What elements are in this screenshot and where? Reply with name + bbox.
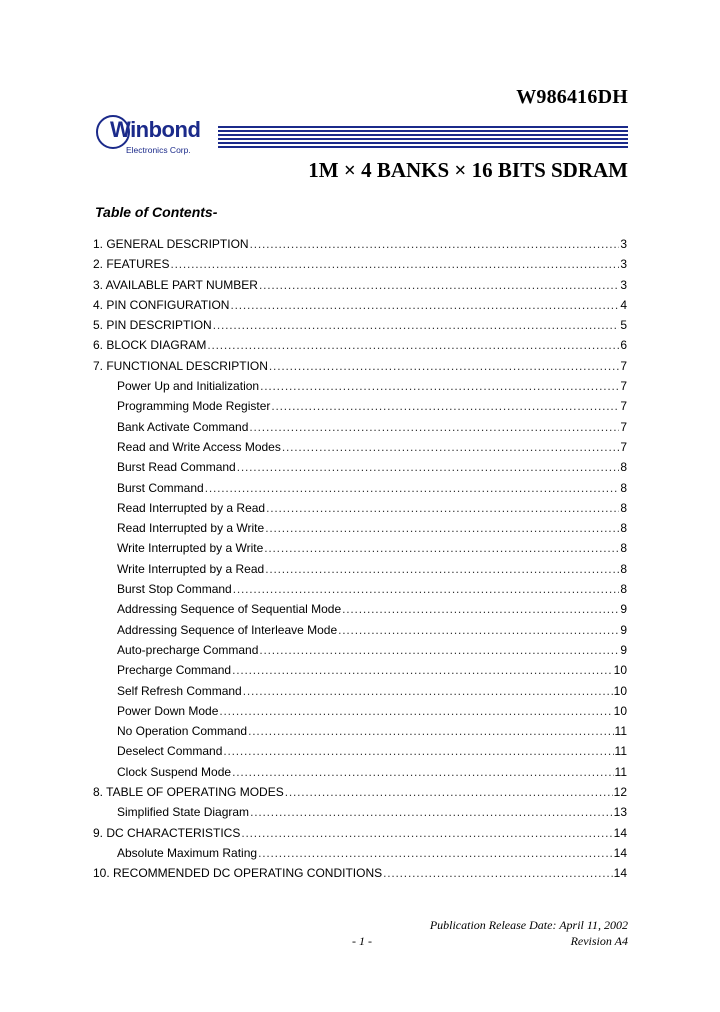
toc-dot-leader: [271, 396, 619, 416]
toc-entry[interactable]: [93, 681, 627, 701]
toc-entry-title: Burst Read Command: [117, 460, 236, 475]
toc-entry[interactable]: [93, 599, 627, 619]
toc-entry[interactable]: [93, 356, 627, 376]
toc-entry-title: Burst Stop Command: [117, 582, 232, 597]
toc-dot-leader: [260, 376, 619, 396]
toc-entry-title: Simplified State Diagram: [117, 805, 250, 820]
toc-entry[interactable]: [93, 823, 627, 843]
toc-dot-leader: [259, 275, 619, 295]
toc-entry-page: 8: [620, 500, 627, 515]
toc-dot-leader: [264, 538, 619, 558]
toc-entry[interactable]: [93, 863, 627, 883]
toc-entry-page: 12: [613, 785, 627, 800]
toc-entry-page: 13: [613, 805, 627, 820]
logo-subtitle: Electronics Corp.: [126, 145, 191, 155]
toc-dot-leader: [232, 660, 613, 680]
toc-entry-page: 7: [620, 419, 627, 434]
toc-entry-page: 3: [620, 257, 627, 272]
table-of-contents: [93, 234, 627, 884]
toc-entry[interactable]: [93, 843, 627, 863]
publication-release-date: Publication Release Date: April 11, 2002: [429, 918, 628, 932]
toc-dot-leader: [266, 498, 619, 518]
toc-dot-leader: [250, 802, 613, 822]
logo-name: Winbond: [110, 117, 201, 142]
toc-dot-leader: [237, 457, 620, 477]
toc-dot-leader: [383, 863, 613, 883]
toc-entry[interactable]: [93, 295, 627, 315]
toc-entry-page: 8: [620, 521, 627, 536]
toc-dot-leader: [248, 721, 613, 741]
toc-entry-title: Write Interrupted by a Write: [117, 541, 264, 556]
toc-entry-page: 11: [614, 764, 627, 779]
toc-entry[interactable]: [93, 335, 627, 355]
toc-dot-leader: [230, 295, 619, 315]
toc-entry-title: Read Interrupted by a Write: [117, 521, 265, 536]
page-number: - 1 -: [352, 934, 372, 948]
toc-dot-leader: [265, 518, 619, 538]
toc-dot-leader: [232, 762, 613, 782]
toc-entry-page: 3: [620, 237, 627, 251]
toc-entry[interactable]: [93, 782, 627, 802]
toc-entry-title: Write Interrupted by a Read: [117, 561, 265, 576]
toc-entry[interactable]: [93, 660, 627, 680]
toc-entry[interactable]: [93, 234, 627, 254]
toc-entry-title: 10. RECOMMENDED DC OPERATING CONDITIONS: [93, 866, 383, 881]
toc-dot-leader: [249, 417, 619, 437]
toc-entry-title: 9. DC CHARACTERISTICS: [93, 825, 241, 840]
toc-entry-title: 5. PIN DESCRIPTION: [93, 318, 212, 333]
toc-entry-page: 5: [620, 318, 627, 333]
toc-entry-title: Auto-precharge Command: [117, 642, 259, 657]
toc-entry[interactable]: [93, 478, 627, 498]
toc-entry-title: Bank Activate Command: [117, 419, 249, 434]
toc-entry-page: 7: [620, 379, 627, 394]
toc-entry-title: Power Up and Initialization: [117, 379, 260, 394]
toc-dot-leader: [269, 356, 619, 376]
toc-dot-leader: [207, 335, 619, 355]
toc-entry[interactable]: [93, 538, 627, 558]
toc-entry[interactable]: [93, 498, 627, 518]
toc-dot-leader: [213, 315, 620, 335]
toc-entry-page: 14: [613, 866, 627, 881]
toc-entry-title: 3. AVAILABLE PART NUMBER: [93, 277, 258, 292]
toc-entry-page: 7: [620, 439, 627, 454]
toc-dot-leader: [338, 620, 619, 640]
toc-dot-leader: [259, 640, 619, 660]
toc-entry-title: Burst Command: [117, 480, 204, 495]
toc-entry[interactable]: [93, 741, 627, 761]
toc-entry[interactable]: [93, 376, 627, 396]
toc-entry[interactable]: [93, 315, 627, 335]
toc-entry-page: 8: [620, 582, 627, 597]
toc-entry-title: Programming Mode Register: [117, 399, 271, 414]
toc-entry-title: 2. FEATURES: [93, 257, 170, 272]
toc-entry-page: 4: [620, 297, 627, 312]
toc-entry-page: 7: [620, 399, 627, 414]
toc-dot-leader: [250, 234, 620, 254]
toc-entry[interactable]: [93, 721, 627, 741]
toc-entry-page: 8: [620, 480, 627, 495]
toc-entry-title: Addressing Sequence of Sequential Mode: [117, 602, 342, 617]
toc-entry[interactable]: [93, 620, 627, 640]
toc-entry-page: 14: [613, 825, 627, 840]
toc-entry[interactable]: [93, 579, 627, 599]
toc-entry-page: 9: [620, 642, 627, 657]
toc-dot-leader: [258, 843, 613, 863]
part-number: W986416DH: [516, 86, 628, 108]
toc-entry[interactable]: [93, 437, 627, 457]
toc-heading: Table of Contents-: [95, 204, 218, 220]
toc-entry[interactable]: [93, 640, 627, 660]
toc-dot-leader: [282, 437, 619, 457]
toc-entry-page: 11: [614, 744, 627, 759]
toc-entry-page: 3: [620, 277, 627, 292]
toc-dot-leader: [241, 823, 612, 843]
toc-entry-page: 8: [620, 561, 627, 576]
toc-dot-leader: [233, 579, 620, 599]
toc-entry-page: 14: [613, 845, 627, 860]
toc-dot-leader: [243, 681, 613, 701]
toc-entry-title: Read and Write Access Modes: [117, 439, 281, 454]
toc-entry-page: 10: [613, 703, 627, 718]
toc-entry-title: 4. PIN CONFIGURATION: [93, 297, 230, 312]
toc-entry-title: Precharge Command: [117, 663, 232, 678]
toc-entry-page: 10: [613, 663, 627, 678]
toc-entry[interactable]: [93, 802, 627, 822]
toc-entry-title: Deselect Command: [117, 744, 223, 759]
toc-entry-title: No Operation Command: [117, 724, 248, 739]
toc-entry-title: Self Refresh Command: [117, 683, 242, 698]
toc-dot-leader: [170, 254, 619, 274]
toc-entry[interactable]: [93, 254, 627, 274]
toc-entry-page: 11: [614, 724, 627, 739]
toc-dot-leader: [219, 701, 612, 721]
toc-entry[interactable]: [93, 457, 627, 477]
toc-entry[interactable]: [93, 559, 627, 579]
toc-entry[interactable]: [93, 518, 627, 538]
toc-entry-title: 1. GENERAL DESCRIPTION: [93, 237, 249, 251]
toc-entry[interactable]: [93, 396, 627, 416]
toc-entry-page: 8: [620, 460, 627, 475]
toc-entry-title: Absolute Maximum Rating: [117, 845, 258, 860]
toc-dot-leader: [205, 478, 620, 498]
toc-dot-leader: [342, 599, 619, 619]
toc-entry[interactable]: [93, 701, 627, 721]
toc-entry[interactable]: [93, 275, 627, 295]
toc-entry-title: 6. BLOCK DIAGRAM: [93, 338, 207, 353]
toc-entry-title: Power Down Mode: [117, 703, 219, 718]
toc-entry-page: 9: [620, 602, 627, 617]
toc-entry[interactable]: [93, 762, 627, 782]
header-stripes: [218, 126, 628, 150]
document-title: 1M × 4 BANKS × 16 BITS SDRAM: [308, 158, 628, 182]
winbond-logo: [96, 112, 216, 160]
revision: Revision A4: [570, 934, 628, 948]
toc-entry-page: 10: [613, 683, 627, 698]
toc-dot-leader: [223, 741, 613, 761]
toc-entry-page: 7: [620, 358, 627, 373]
toc-entry-title: Addressing Sequence of Interleave Mode: [117, 622, 338, 637]
toc-entry-title: 8. TABLE OF OPERATING MODES: [93, 785, 284, 800]
toc-entry-page: 9: [620, 622, 627, 637]
toc-entry-title: Read Interrupted by a Read: [117, 500, 266, 515]
toc-dot-leader: [285, 782, 613, 802]
toc-entry[interactable]: [93, 417, 627, 437]
toc-dot-leader: [265, 559, 619, 579]
toc-entry-title: 7. FUNCTIONAL DESCRIPTION: [93, 358, 268, 373]
toc-entry-page: 6: [620, 338, 627, 353]
toc-entry-title: Clock Suspend Mode: [117, 764, 232, 779]
toc-entry-page: 8: [620, 541, 627, 556]
